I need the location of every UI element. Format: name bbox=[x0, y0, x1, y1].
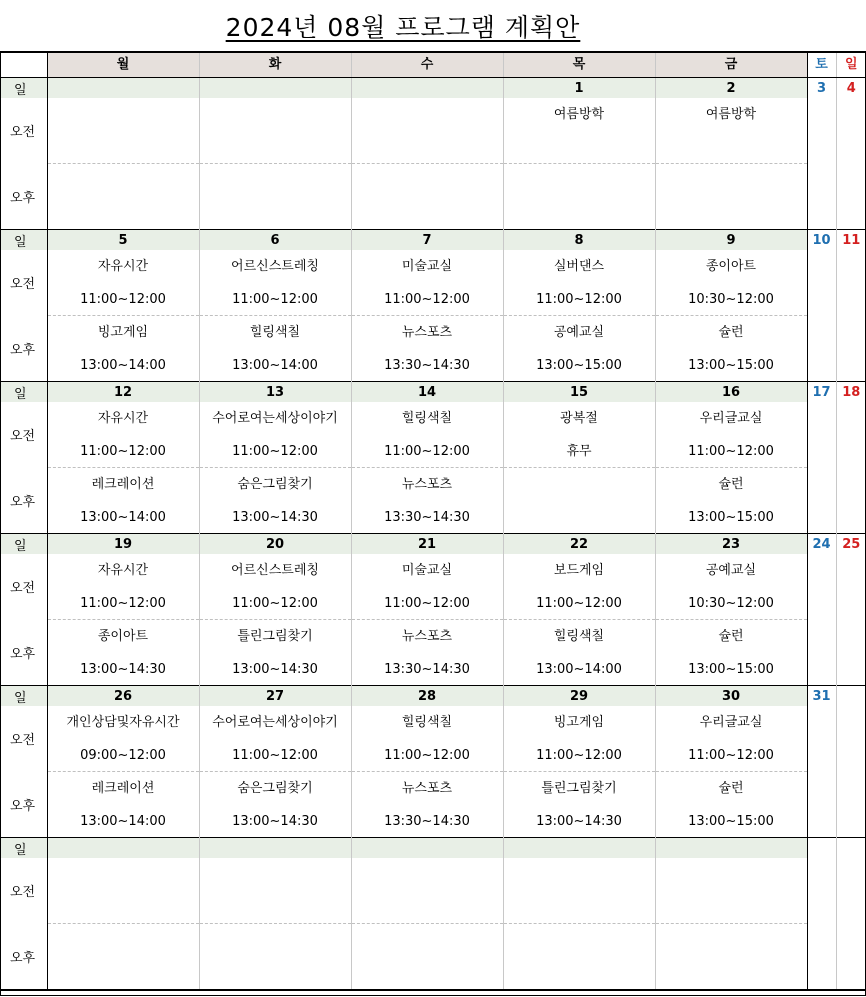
program-name: 자유시간 bbox=[97, 259, 149, 274]
sunday-date: 18 bbox=[836, 382, 866, 403]
program-name: 슐런 bbox=[718, 781, 744, 796]
sunday-date: 11 bbox=[836, 230, 866, 251]
morning-row bbox=[0, 250, 866, 316]
program-cell bbox=[655, 164, 807, 230]
saturday-date: 10 bbox=[807, 230, 836, 251]
program-time: 10:30~12:00 bbox=[688, 292, 774, 307]
program-cell bbox=[351, 164, 503, 230]
program-name: 자유시간 bbox=[97, 563, 149, 578]
program-name bbox=[48, 106, 199, 124]
header-mon: 월 bbox=[47, 52, 199, 78]
week-date-row bbox=[0, 230, 866, 251]
program-cell bbox=[199, 402, 351, 468]
date-cell: 23 bbox=[655, 534, 807, 555]
program-name bbox=[504, 866, 655, 884]
program-time bbox=[200, 205, 351, 223]
sunday-cell bbox=[836, 772, 866, 838]
program-cell bbox=[47, 316, 199, 382]
program-name: 슐런 bbox=[718, 629, 744, 644]
program-time: 13:00~15:00 bbox=[688, 814, 774, 829]
program-name: 뉴스포츠 bbox=[401, 781, 453, 796]
program-name bbox=[656, 172, 807, 190]
program-time bbox=[48, 205, 199, 223]
morning-label: 오전 bbox=[0, 402, 47, 468]
program-cell bbox=[655, 402, 807, 468]
program-cell bbox=[655, 250, 807, 316]
program-cell bbox=[655, 706, 807, 772]
program-time: 13:00~14:00 bbox=[80, 510, 166, 525]
sunday-cell bbox=[836, 250, 866, 316]
program-name: 힐링색칠 bbox=[401, 411, 453, 426]
program-cell bbox=[351, 554, 503, 620]
program-cell bbox=[199, 98, 351, 164]
program-time: 11:00~12:00 bbox=[232, 596, 318, 611]
program-time: 휴무 bbox=[566, 444, 592, 459]
program-time: 13:00~14:00 bbox=[80, 814, 166, 829]
program-cell bbox=[503, 250, 655, 316]
program-name: 레크레이션 bbox=[91, 477, 155, 492]
program-time bbox=[504, 899, 655, 917]
week-date-row bbox=[0, 78, 866, 99]
program-cell bbox=[351, 858, 503, 924]
program-cell bbox=[351, 250, 503, 316]
program-cell bbox=[47, 772, 199, 838]
program-time bbox=[200, 139, 351, 157]
program-name: 힐링색칠 bbox=[553, 629, 605, 644]
header-tue: 화 bbox=[199, 52, 351, 78]
program-time bbox=[48, 965, 199, 983]
program-name bbox=[352, 932, 503, 950]
program-cell bbox=[351, 706, 503, 772]
program-cell bbox=[47, 164, 199, 230]
program-name: 광복절 bbox=[560, 411, 598, 426]
program-cell bbox=[47, 402, 199, 468]
program-time bbox=[656, 899, 807, 917]
program-name: 미술교실 bbox=[401, 259, 453, 274]
program-time: 13:00~14:00 bbox=[232, 358, 318, 373]
program-name bbox=[200, 932, 351, 950]
morning-label: 오전 bbox=[0, 554, 47, 620]
program-cell bbox=[655, 316, 807, 382]
program-cell bbox=[351, 402, 503, 468]
date-cell: 26 bbox=[47, 686, 199, 707]
program-name: 힐링색칠 bbox=[249, 325, 301, 340]
afternoon-label: 오후 bbox=[0, 164, 47, 230]
week-date-row bbox=[0, 838, 866, 859]
afternoon-row bbox=[0, 620, 866, 686]
program-name: 숨은그림찾기 bbox=[237, 477, 313, 492]
program-name: 우리글교실 bbox=[699, 715, 763, 730]
program-time: 11:00~12:00 bbox=[232, 444, 318, 459]
morning-label: 오전 bbox=[0, 98, 47, 164]
program-time: 13:00~14:30 bbox=[80, 662, 166, 677]
program-cell bbox=[199, 554, 351, 620]
day-row-label: 일 bbox=[0, 382, 47, 403]
afternoon-label: 오후 bbox=[0, 772, 47, 838]
program-time: 13:00~15:00 bbox=[688, 662, 774, 677]
program-time: 11:00~12:00 bbox=[536, 596, 622, 611]
morning-row bbox=[0, 554, 866, 620]
date-cell: 9 bbox=[655, 230, 807, 251]
date-cell: 22 bbox=[503, 534, 655, 555]
program-cell bbox=[199, 468, 351, 534]
program-time: 11:00~12:00 bbox=[80, 292, 166, 307]
program-name bbox=[48, 932, 199, 950]
program-name: 뉴스포츠 bbox=[401, 477, 453, 492]
program-name: 수어로여는세상이야기 bbox=[212, 411, 338, 426]
program-cell bbox=[351, 98, 503, 164]
program-name: 틀린그림찾기 bbox=[541, 781, 617, 796]
program-cell bbox=[47, 620, 199, 686]
program-time: 11:00~12:00 bbox=[232, 748, 318, 763]
program-cell bbox=[351, 316, 503, 382]
program-time bbox=[48, 899, 199, 917]
program-time bbox=[200, 965, 351, 983]
program-name bbox=[504, 172, 655, 190]
saturday-cell bbox=[807, 858, 836, 924]
program-time bbox=[656, 205, 807, 223]
date-cell: 30 bbox=[655, 686, 807, 707]
program-name: 실버댄스 bbox=[553, 259, 605, 274]
program-name: 빙고게임 bbox=[553, 715, 605, 730]
header-corner bbox=[0, 52, 47, 78]
program-name: 힐링색칠 bbox=[401, 715, 453, 730]
sunday-cell bbox=[836, 98, 866, 164]
sunday-cell bbox=[836, 554, 866, 620]
program-time bbox=[200, 899, 351, 917]
program-name bbox=[200, 172, 351, 190]
date-cell: 21 bbox=[351, 534, 503, 555]
date-cell: 20 bbox=[199, 534, 351, 555]
date-cell: 16 bbox=[655, 382, 807, 403]
date-cell bbox=[47, 838, 199, 859]
program-name: 보드게임 bbox=[553, 563, 605, 578]
date-cell: 12 bbox=[47, 382, 199, 403]
program-time: 13:00~15:00 bbox=[536, 358, 622, 373]
afternoon-label: 오후 bbox=[0, 468, 47, 534]
program-time: 11:00~12:00 bbox=[384, 748, 470, 763]
program-time: 13:00~15:00 bbox=[688, 358, 774, 373]
program-time bbox=[352, 965, 503, 983]
week-date-row bbox=[0, 534, 866, 555]
program-name bbox=[656, 866, 807, 884]
schedule-table bbox=[0, 51, 866, 991]
date-cell: 29 bbox=[503, 686, 655, 707]
program-name: 수어로여는세상이야기 bbox=[212, 715, 338, 730]
day-row-label: 일 bbox=[0, 230, 47, 251]
date-cell bbox=[351, 838, 503, 859]
morning-label: 오전 bbox=[0, 706, 47, 772]
program-time: 10:30~12:00 bbox=[688, 596, 774, 611]
program-time: 11:00~12:00 bbox=[688, 748, 774, 763]
sunday-cell bbox=[836, 924, 866, 991]
saturday-cell bbox=[807, 706, 836, 772]
program-cell bbox=[655, 554, 807, 620]
program-name: 개인상담및자유시간 bbox=[66, 715, 180, 730]
program-time: 13:00~14:30 bbox=[232, 814, 318, 829]
program-name bbox=[200, 866, 351, 884]
program-cell bbox=[199, 620, 351, 686]
program-cell bbox=[47, 250, 199, 316]
date-cell: 14 bbox=[351, 382, 503, 403]
date-cell bbox=[47, 78, 199, 99]
sunday-cell bbox=[836, 706, 866, 772]
program-cell bbox=[655, 858, 807, 924]
saturday-cell bbox=[807, 164, 836, 230]
date-cell: 19 bbox=[47, 534, 199, 555]
program-cell bbox=[655, 468, 807, 534]
program-name: 종이아트 bbox=[97, 629, 149, 644]
day-row-label: 일 bbox=[0, 534, 47, 555]
program-time: 13:00~15:00 bbox=[688, 510, 774, 525]
program-cell bbox=[199, 924, 351, 991]
program-name: 어르신스트레칭 bbox=[231, 259, 319, 274]
program-time bbox=[656, 965, 807, 983]
program-cell bbox=[655, 772, 807, 838]
program-cell bbox=[47, 554, 199, 620]
program-cell bbox=[47, 98, 199, 164]
program-time bbox=[504, 509, 655, 527]
program-cell bbox=[503, 402, 655, 468]
afternoon-row bbox=[0, 772, 866, 838]
date-cell bbox=[655, 838, 807, 859]
saturday-cell bbox=[807, 402, 836, 468]
program-cell bbox=[503, 924, 655, 991]
date-cell: 2 bbox=[655, 78, 807, 99]
program-name: 틀린그림찾기 bbox=[237, 629, 313, 644]
program-cell bbox=[503, 858, 655, 924]
program-time: 13:00~14:00 bbox=[80, 358, 166, 373]
program-name bbox=[352, 866, 503, 884]
program-name: 여름방학 bbox=[705, 107, 757, 122]
saturday-date bbox=[807, 838, 836, 859]
week-date-row bbox=[0, 686, 866, 707]
program-cell bbox=[47, 468, 199, 534]
program-name bbox=[200, 106, 351, 124]
program-cell bbox=[351, 620, 503, 686]
sunday-cell bbox=[836, 620, 866, 686]
sunday-cell bbox=[836, 402, 866, 468]
program-time: 11:00~12:00 bbox=[384, 596, 470, 611]
program-cell bbox=[655, 924, 807, 991]
program-cell bbox=[503, 554, 655, 620]
program-cell bbox=[503, 706, 655, 772]
program-time bbox=[352, 899, 503, 917]
date-cell: 5 bbox=[47, 230, 199, 251]
program-cell bbox=[503, 468, 655, 534]
morning-row bbox=[0, 98, 866, 164]
date-cell bbox=[199, 78, 351, 99]
header-wed: 수 bbox=[351, 52, 503, 78]
program-name: 자유시간 bbox=[97, 411, 149, 426]
sunday-date bbox=[836, 838, 866, 859]
sunday-date: 25 bbox=[836, 534, 866, 555]
sunday-cell bbox=[836, 858, 866, 924]
day-row-label: 일 bbox=[0, 838, 47, 859]
program-name: 슐런 bbox=[718, 325, 744, 340]
program-name: 어르신스트레칭 bbox=[231, 563, 319, 578]
date-cell: 6 bbox=[199, 230, 351, 251]
page-title: 2024년 08월 프로그램 계획안 bbox=[225, 13, 581, 42]
afternoon-row bbox=[0, 316, 866, 382]
program-name: 공예교실 bbox=[705, 563, 757, 578]
weekday-header-row bbox=[0, 52, 866, 78]
saturday-date: 3 bbox=[807, 78, 836, 99]
sunday-date bbox=[836, 686, 866, 707]
saturday-cell bbox=[807, 924, 836, 991]
program-cell bbox=[199, 772, 351, 838]
program-time: 13:30~14:30 bbox=[384, 510, 470, 525]
program-cell bbox=[351, 924, 503, 991]
saturday-cell bbox=[807, 772, 836, 838]
program-name bbox=[504, 476, 655, 494]
program-cell bbox=[47, 924, 199, 991]
program-time bbox=[352, 139, 503, 157]
sunday-cell bbox=[836, 164, 866, 230]
program-cell bbox=[503, 620, 655, 686]
program-time: 11:00~12:00 bbox=[80, 596, 166, 611]
program-cell bbox=[199, 250, 351, 316]
program-time: 11:00~12:00 bbox=[536, 292, 622, 307]
header-sat: 토 bbox=[807, 52, 836, 78]
program-cell bbox=[503, 164, 655, 230]
afternoon-row bbox=[0, 924, 866, 991]
program-cell bbox=[503, 316, 655, 382]
morning-label: 오전 bbox=[0, 250, 47, 316]
program-time: 11:00~12:00 bbox=[232, 292, 318, 307]
program-time bbox=[504, 139, 655, 157]
afternoon-row bbox=[0, 468, 866, 534]
program-time: 11:00~12:00 bbox=[80, 444, 166, 459]
header-thu: 목 bbox=[503, 52, 655, 78]
morning-row bbox=[0, 706, 866, 772]
sunday-date: 4 bbox=[836, 78, 866, 99]
program-time: 13:30~14:30 bbox=[384, 814, 470, 829]
day-row-label: 일 bbox=[0, 78, 47, 99]
program-time: 11:00~12:00 bbox=[536, 748, 622, 763]
day-row-label: 일 bbox=[0, 686, 47, 707]
date-cell: 15 bbox=[503, 382, 655, 403]
date-cell: 28 bbox=[351, 686, 503, 707]
saturday-cell bbox=[807, 468, 836, 534]
program-cell bbox=[199, 706, 351, 772]
saturday-cell bbox=[807, 250, 836, 316]
program-cell bbox=[351, 468, 503, 534]
program-cell bbox=[655, 620, 807, 686]
sunday-cell bbox=[836, 468, 866, 534]
program-time bbox=[352, 205, 503, 223]
program-time: 13:30~14:30 bbox=[384, 358, 470, 373]
program-name bbox=[352, 172, 503, 190]
program-name: 레크레이션 bbox=[91, 781, 155, 796]
morning-row bbox=[0, 402, 866, 468]
date-cell: 1 bbox=[503, 78, 655, 99]
program-name: 여름방학 bbox=[553, 107, 605, 122]
afternoon-row bbox=[0, 164, 866, 230]
program-cell bbox=[351, 772, 503, 838]
program-time bbox=[504, 965, 655, 983]
date-cell bbox=[199, 838, 351, 859]
program-cell bbox=[199, 858, 351, 924]
program-cell bbox=[655, 98, 807, 164]
program-time: 13:00~14:30 bbox=[536, 814, 622, 829]
program-name: 뉴스포츠 bbox=[401, 325, 453, 340]
program-name bbox=[504, 932, 655, 950]
saturday-date: 24 bbox=[807, 534, 836, 555]
program-name bbox=[352, 106, 503, 124]
program-name bbox=[48, 172, 199, 190]
program-time bbox=[48, 139, 199, 157]
saturday-date: 17 bbox=[807, 382, 836, 403]
program-time bbox=[656, 139, 807, 157]
program-cell bbox=[199, 316, 351, 382]
program-name: 뉴스포츠 bbox=[401, 629, 453, 644]
program-name: 숨은그림찾기 bbox=[237, 781, 313, 796]
program-name: 미술교실 bbox=[401, 563, 453, 578]
saturday-date: 31 bbox=[807, 686, 836, 707]
afternoon-label: 오후 bbox=[0, 620, 47, 686]
date-cell bbox=[351, 78, 503, 99]
afternoon-label: 오후 bbox=[0, 924, 47, 991]
saturday-cell bbox=[807, 620, 836, 686]
date-cell: 7 bbox=[351, 230, 503, 251]
program-time bbox=[504, 205, 655, 223]
program-cell bbox=[47, 706, 199, 772]
program-name: 종이아트 bbox=[705, 259, 757, 274]
header-fri: 금 bbox=[655, 52, 807, 78]
program-name bbox=[48, 866, 199, 884]
afternoon-label: 오후 bbox=[0, 316, 47, 382]
program-cell bbox=[503, 98, 655, 164]
program-name bbox=[656, 932, 807, 950]
program-cell bbox=[199, 164, 351, 230]
date-cell bbox=[503, 838, 655, 859]
program-time: 11:00~12:00 bbox=[384, 292, 470, 307]
program-time: 13:00~14:30 bbox=[232, 510, 318, 525]
saturday-cell bbox=[807, 554, 836, 620]
program-name: 공예교실 bbox=[553, 325, 605, 340]
sunday-cell bbox=[836, 316, 866, 382]
program-cell bbox=[47, 858, 199, 924]
morning-label: 오전 bbox=[0, 858, 47, 924]
program-time: 11:00~12:00 bbox=[688, 444, 774, 459]
saturday-cell bbox=[807, 316, 836, 382]
program-time: 13:30~14:30 bbox=[384, 662, 470, 677]
program-name: 우리글교실 bbox=[699, 411, 763, 426]
date-cell: 8 bbox=[503, 230, 655, 251]
program-time: 13:00~14:00 bbox=[536, 662, 622, 677]
date-cell: 13 bbox=[199, 382, 351, 403]
program-time: 09:00~12:00 bbox=[80, 748, 166, 763]
date-cell: 27 bbox=[199, 686, 351, 707]
morning-row bbox=[0, 858, 866, 924]
program-cell bbox=[503, 772, 655, 838]
program-name: 슐런 bbox=[718, 477, 744, 492]
header-sun: 일 bbox=[836, 52, 866, 78]
program-time: 13:00~14:30 bbox=[232, 662, 318, 677]
saturday-cell bbox=[807, 98, 836, 164]
program-name: 빙고게임 bbox=[97, 325, 149, 340]
week-date-row bbox=[0, 382, 866, 403]
program-time: 11:00~12:00 bbox=[384, 444, 470, 459]
